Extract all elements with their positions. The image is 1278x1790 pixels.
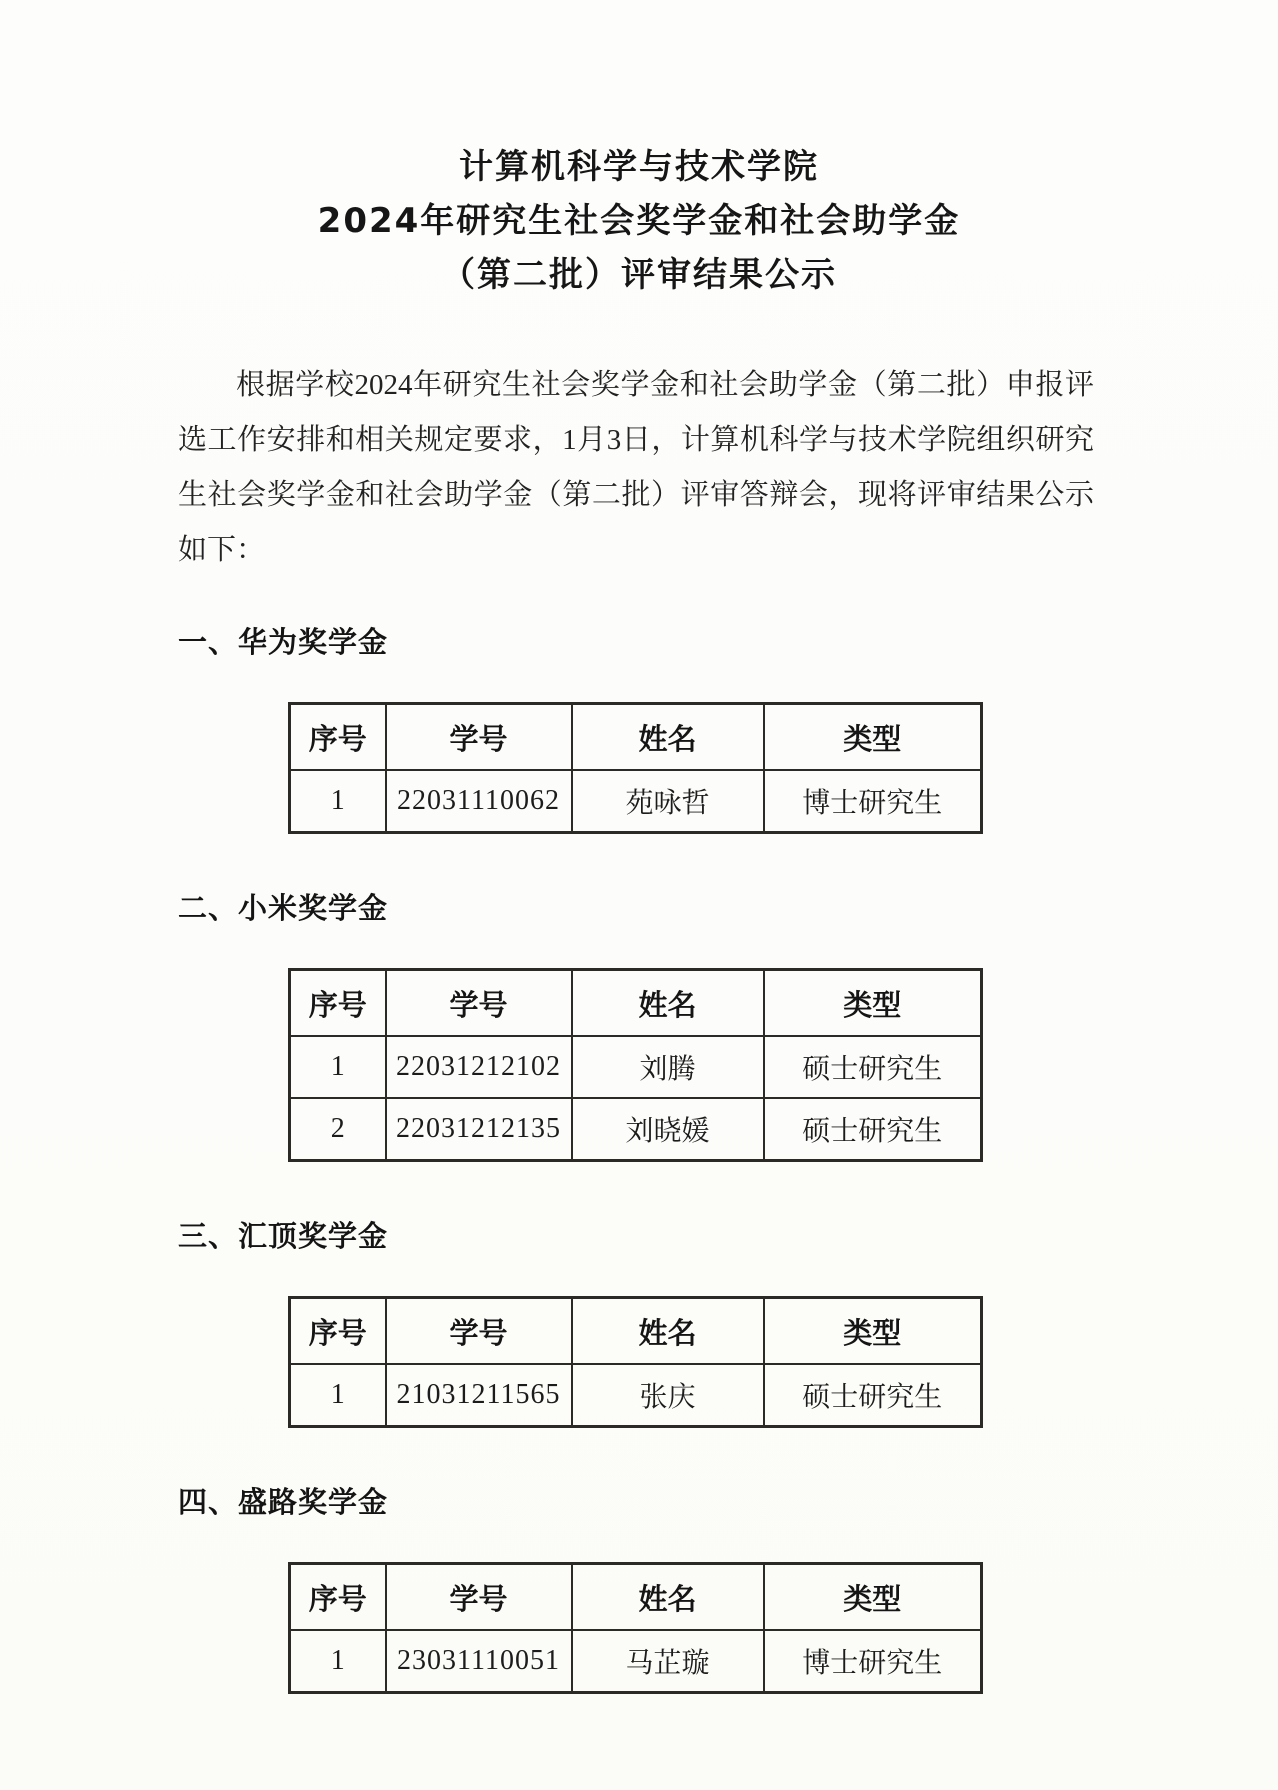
document-title xyxy=(0,0,1278,302)
section-heading: 一、华为奖学金 xyxy=(178,625,389,659)
table-header-row xyxy=(290,1564,982,1631)
cell-student-id: 22031212135 xyxy=(386,1098,572,1161)
section-heading: 二、小米奖学金 xyxy=(178,891,389,925)
cell-index: 1 xyxy=(290,770,386,833)
column-header: 类型 xyxy=(764,970,982,1037)
cell-student-id: 21031211565 xyxy=(386,1364,572,1427)
cell-index: 1 xyxy=(290,1036,386,1098)
title-line-1: 计算机科学与技术学院 xyxy=(459,147,819,187)
cell-name: 马芷璇 xyxy=(572,1630,764,1693)
table-row xyxy=(290,1364,982,1427)
column-header: 学号 xyxy=(386,1298,572,1365)
award-table xyxy=(288,1562,983,1694)
cell-type: 硕士研究生 xyxy=(764,1036,982,1098)
section-heading: 三、汇顶奖学金 xyxy=(178,1219,389,1253)
cell-student-id: 22031212102 xyxy=(386,1036,572,1098)
table-row xyxy=(290,1098,982,1161)
award-section xyxy=(178,622,1278,834)
intro-paragraph: 根据学校2024年研究生社会奖学金和社会助学金（第二批）申报评选工作安排和相关规定要求，1月3日，计算机科学与技术学院组织研究生社会奖学金和社会助学金（第二批）评审答辩会，现将评审结果公示如下： xyxy=(178,369,1094,566)
award-table xyxy=(288,968,983,1162)
table-row xyxy=(290,1036,982,1098)
cell-type: 硕士研究生 xyxy=(764,1098,982,1161)
cell-student-id: 23031110051 xyxy=(386,1630,572,1693)
award-section xyxy=(178,1482,1278,1694)
column-header: 姓名 xyxy=(572,704,764,771)
award-section xyxy=(178,1216,1278,1428)
table-header-row xyxy=(290,704,982,771)
cell-index: 2 xyxy=(290,1098,386,1161)
column-header: 学号 xyxy=(386,704,572,771)
award-section xyxy=(178,888,1278,1162)
title-line-2: 2024年研究生社会奖学金和社会助学金 xyxy=(317,201,961,241)
column-header: 类型 xyxy=(764,1564,982,1631)
award-table xyxy=(288,702,983,834)
cell-name: 刘晓媛 xyxy=(572,1098,764,1161)
cell-type: 硕士研究生 xyxy=(764,1364,982,1427)
column-header: 类型 xyxy=(764,704,982,771)
table-row xyxy=(290,770,982,833)
column-header: 学号 xyxy=(386,1564,572,1631)
title-line-3: （第二批）评审结果公示 xyxy=(441,255,837,295)
table-header-row xyxy=(290,1298,982,1365)
column-header: 序号 xyxy=(290,704,386,771)
cell-name: 苑咏哲 xyxy=(572,770,764,833)
cell-name: 刘腾 xyxy=(572,1036,764,1098)
cell-type: 博士研究生 xyxy=(764,770,982,833)
cell-name: 张庆 xyxy=(572,1364,764,1427)
table-header-row xyxy=(290,970,982,1037)
column-header: 序号 xyxy=(290,1298,386,1365)
column-header: 姓名 xyxy=(572,970,764,1037)
column-header: 学号 xyxy=(386,970,572,1037)
column-header: 序号 xyxy=(290,970,386,1037)
column-header: 序号 xyxy=(290,1564,386,1631)
section-heading: 四、盛路奖学金 xyxy=(178,1485,389,1519)
table-row xyxy=(290,1630,982,1693)
cell-student-id: 22031110062 xyxy=(386,770,572,833)
cell-index: 1 xyxy=(290,1364,386,1427)
cell-index: 1 xyxy=(290,1630,386,1693)
award-table xyxy=(288,1296,983,1428)
column-header: 类型 xyxy=(764,1298,982,1365)
award-sections xyxy=(0,622,1278,1694)
column-header: 姓名 xyxy=(572,1298,764,1365)
cell-type: 博士研究生 xyxy=(764,1630,982,1693)
column-header: 姓名 xyxy=(572,1564,764,1631)
